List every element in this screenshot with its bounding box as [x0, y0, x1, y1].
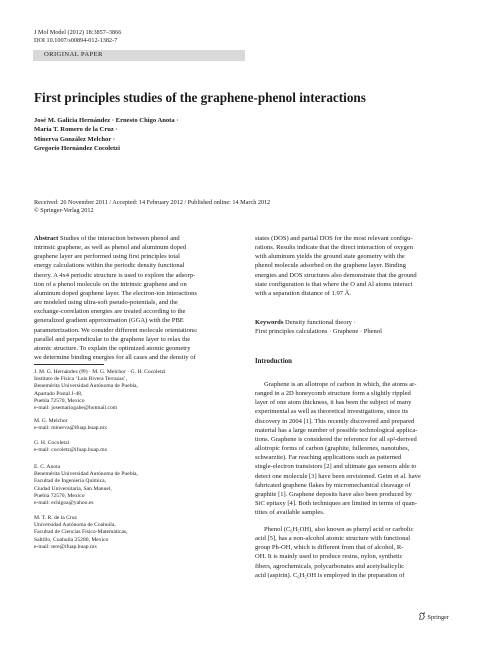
- affiliation-line: M. T. R. de la Cruz: [34, 515, 77, 521]
- body-line: schwarzite). Far reaching applications such as patterned: [255, 454, 402, 462]
- body-line: graphite [1]. Graphene deposits have also been produced by: [255, 490, 412, 498]
- affiliation-block: [34, 369, 166, 412]
- abstract-line: rations. Results indicate that the direct interaction of oxygen: [255, 244, 413, 252]
- body-line: Graphene is an allotrope of carbon in which, the atoms ar-: [264, 381, 417, 388]
- body-line: acid [5], has a non-alcohol atomic structure with functional: [255, 535, 411, 543]
- affiliation-line: Benemérita Universidad Autónoma de Puebla,: [34, 383, 138, 390]
- keywords-line: First principles calculations · Graphene · Phenol: [255, 328, 382, 335]
- body-line: tions. Graphene is considered the reference for all sp²-derived: [255, 435, 417, 443]
- body-line: detect one molecule [3] have been envisioned. Geim et al. have: [255, 472, 421, 480]
- article-type-label: ORIGINAL PAPER: [44, 51, 103, 58]
- affiliation-line: G. H. Cocoletzi: [34, 440, 70, 446]
- affiliation-block: [34, 440, 107, 454]
- introduction-paragraph-1: [255, 380, 466, 517]
- abstract-line: phenol molecule adsorbed on the graphene layer. Binding: [255, 262, 406, 270]
- affiliation-block: [34, 464, 138, 507]
- dates-line: Received: 26 November 2011 / Accepted: 14 February 2012 / Published online: 14 March 2012: [34, 199, 271, 206]
- body-line: SiC epitaxy [4]. Both techniques are limited in terms of quan-: [255, 500, 418, 508]
- body-line: experimental as well as theoretical investigations, since its: [255, 408, 409, 416]
- abstract-left: [34, 234, 245, 362]
- affiliation-line: e-mail: echigoa@yahoo.es: [34, 500, 94, 507]
- body-line: tities of available samples.: [255, 509, 325, 517]
- abstract-line: we determine binding energies for all cases and the density of: [34, 354, 196, 362]
- body-line: group Ph-OH, which is different from that of alcohol, R-: [255, 544, 404, 552]
- affiliation-line: E. C. Anota: [34, 464, 61, 470]
- abstract-line: exchange-correlation energies are treated according to the: [34, 308, 186, 316]
- body-line: fibers, agrochemicals, polycarbonates and acetylsalicylic: [255, 562, 405, 570]
- body-line: fabricated graphene flakes by micromechanical cleavage of: [255, 481, 411, 489]
- springer-logo: [418, 612, 449, 621]
- abstract-line: theory. A 4x4 periodic structure is used to explore the adsorp-: [34, 271, 196, 279]
- author-line: Minerva González Melchor ·: [34, 135, 115, 143]
- author-line: Gregorio Hernández Cocoletzi: [34, 145, 120, 153]
- body-line: OH. It is mainly used to produce resins, nylon, synthetic: [255, 553, 403, 561]
- paper-title: First principles studies of the graphene-phenol interactions: [34, 90, 366, 105]
- abstract-line: states (DOS) and partial DOS for the most relevant configu-: [255, 235, 413, 242]
- abstract-right: [255, 234, 466, 298]
- body-line: layer of one atom thickness, it has been the subject of many: [255, 399, 412, 407]
- affiliation-line: Universidad Autónoma de Coahuila,: [34, 522, 116, 529]
- body-line: allotropic forms of carbon (graphite, fullerenes, nanotubes,: [255, 445, 410, 453]
- publication-dates: [34, 199, 270, 215]
- keywords-block: [255, 318, 470, 336]
- body-line: discovery in 2004 [1]. This recently discovered and prepared: [255, 417, 415, 425]
- abstract-line: parallel and perpendicular to the graphene layer to relax the: [34, 335, 191, 343]
- keywords-label: Keywords: [255, 319, 284, 326]
- affiliation-line: J. M. G. Hernández (✉) · M. G. Melchor · G. H. Cocoletzi: [34, 369, 166, 375]
- affiliation-line: Puebla 72570, Mexico: [34, 397, 85, 404]
- affiliation-line: M. G. Melchor: [34, 418, 68, 424]
- abstract-label: Abstract: [34, 235, 59, 242]
- introduction-heading: Introduction: [255, 358, 292, 365]
- abstract-line: tion of a phenol molecule on the intrinsic graphene and on: [34, 280, 187, 288]
- body-line: material has a large number of possible technological applica-: [255, 426, 418, 434]
- body-line: single-electron transistors [2] and ultimate gas sensors able to: [255, 463, 417, 471]
- abstract-line: energy calculations within the periodic density functional: [34, 262, 185, 270]
- abstract-line: are modeled using ultra-soft pseudo-potentials, and the: [34, 299, 178, 307]
- abstract-line: with aluminum yields the ground state geometry with the: [255, 253, 405, 261]
- abstract-line: Studies of the interaction between phenol and: [60, 235, 180, 242]
- article-type-banner: [33, 50, 245, 61]
- author-list: [34, 116, 179, 154]
- affiliation-line: Apartado Postal J-48,: [34, 390, 83, 397]
- abstract-line: graphene layer are performed using first principles total: [34, 253, 180, 261]
- footnote-rule: [34, 364, 104, 365]
- body-line: acid (aspirin). C₆H₅OH is employed in the preparation of: [255, 571, 405, 579]
- affiliation-line: Saltillo, Coahuila 25280, Mexico: [34, 536, 109, 543]
- abstract-line: energies and DOS structures also demonstrate that the ground: [255, 271, 417, 279]
- affiliation-block: [34, 515, 128, 551]
- abstract-line: with a separation distance of 1.97 Å.: [255, 289, 351, 297]
- doi-line: DOI 10.1007/s00894-012-1382-7: [34, 37, 118, 44]
- springer-label: Springer: [427, 614, 449, 621]
- abstract-line: intrinsic graphene, as well as phenol and aluminum doped: [34, 244, 187, 252]
- abstract-line: atomic structure. To explain the optimized atomic geometry: [34, 344, 191, 352]
- abstract-line: aluminum doped graphene layer. The electron-ion interactions: [34, 289, 197, 297]
- affiliation-line: e-mail: minerva@ifuap.buap.mx: [34, 425, 108, 432]
- springer-horse-icon: [418, 612, 426, 620]
- affiliation-line: e-mail: cocoletz@ifuap.buap.mx: [34, 447, 108, 454]
- keywords-line: Density functional theory ·: [285, 319, 356, 326]
- copyright-line: © Springer-Verlag 2012: [34, 207, 94, 214]
- abstract-line: state configuration is that where the O and Al atoms interact: [255, 280, 413, 288]
- affiliation-line: Ciudad Universitaria, San Manuel,: [34, 485, 112, 492]
- abstract-line: generalized gradient approximation (GGA) with the PBE: [34, 317, 184, 325]
- body-line: ranged in a 2D honeycomb structure form a slightly rippled: [255, 390, 411, 398]
- affiliation-block: [34, 418, 107, 432]
- body-line: Phenol (C₆H₅OH), also known as phenyl acid or carbolic: [264, 526, 414, 533]
- affiliation-line: Facultad de Ingeniería Química,: [34, 478, 107, 485]
- affiliation-line: Benemérita Universidad Autónoma de Puebla,: [34, 471, 138, 478]
- abstract-line: parameterization. We consider different molecule orientations:: [34, 326, 198, 334]
- affiliation-line: e-mail: tere@ifuap.buap.mx: [34, 543, 98, 550]
- author-line: María T. Romero de la Cruz ·: [34, 126, 118, 134]
- affiliation-line: Instituto de Física ‘Luis Rivera Terrazas’,: [34, 376, 128, 383]
- introduction-paragraph-2: [255, 525, 466, 580]
- affiliation-line: Facultad de Ciencias Físico-Matemáticas,: [34, 529, 128, 536]
- affiliation-line: Puebla 72570, Mexico: [34, 492, 85, 499]
- author-line: José M. Galicia Hernández · Ernesto Chigo Anota ·: [34, 117, 179, 124]
- affiliation-line: e-mail: josemariogabe@hotmail.com: [34, 405, 118, 412]
- journal-citation: J Mol Model (2012) 18:3857–3866: [34, 29, 122, 36]
